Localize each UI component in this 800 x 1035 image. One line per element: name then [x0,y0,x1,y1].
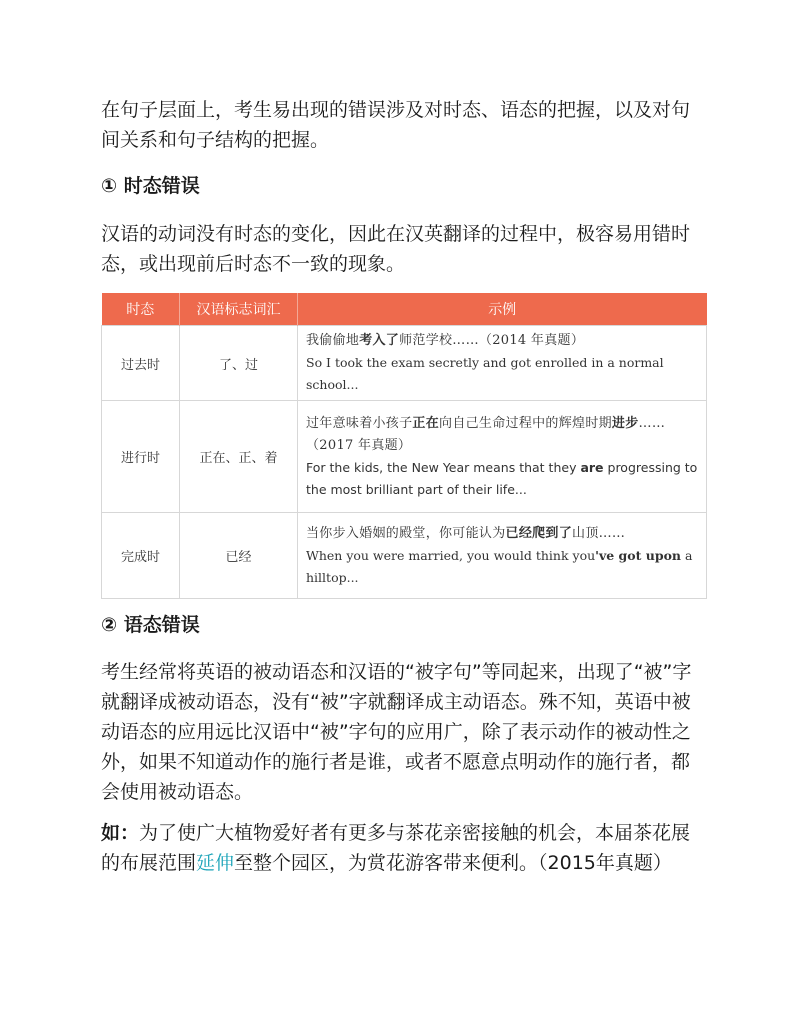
tense-paragraph: 汉语的动词没有时态的变化，因此在汉英翻译的过程中，极容易用错时态，或出现前后时态不一致的现象。 [101,223,691,275]
example-cell [298,326,707,401]
example-cell [298,513,707,599]
tense-cell: 进行时 [102,401,180,513]
example-english: So I took the exam secretly and got enrolled in a normal school... [306,355,664,392]
table-row [102,326,707,401]
example-paragraph: 如：为了使广大植物爱好者有更多与茶花亲密接触的机会，本届茶花展的布展范围延伸至整个园区，为赏花游客带来便利。（2015年真题） [101,822,691,874]
example-english: For the kids, the New Year means that they are progressing to the most brilliant part of their life... [306,459,698,497]
tense-cell: 完成时 [102,513,180,599]
tense-cell: 过去时 [102,326,180,401]
markers-cell: 正在、正、着 [180,401,298,513]
table-row [102,401,707,513]
table-row [102,513,707,599]
section-heading-voice: ② 语态错误 [101,614,200,636]
example-english: When you were married, you would think you've got upon a hilltop... [306,547,693,585]
example-chinese: 当你步入婚姻的殿堂，你可能认为已经爬到了山顶…… [306,525,626,541]
highlighted-term: 延伸 [196,852,235,874]
header-example: 示例 [298,293,707,326]
intro-paragraph: 在句子层面上，考生易出现的错误涉及对时态、语态的把握，以及对句间关系和句子结构的把握。 [101,99,691,151]
example-chinese: 我偷偷地考入了师范学校……（2014 年真题） [306,333,585,348]
section-heading-tense: ① 时态错误 [101,175,200,197]
example-cell [298,401,707,513]
header-markers: 汉语标志词汇 [180,293,298,326]
header-tense: 时态 [102,293,180,326]
tense-table [101,293,707,599]
markers-cell: 已经 [180,513,298,599]
voice-paragraph: 考生经常将英语的被动语态和汉语的“被字句”等同起来，出现了“被”字就翻译成被动语态，没有“被”字就翻译成主动语态。殊不知，英语中被动语态的应用远比汉语中“被”字句的应用广，除了表示动作的被动性之外，如果不知道动作的施行者是谁，或者不愿意点明动作的施行者，都会使用被动语态。 [101,661,692,803]
example-chinese: 过年意味着小孩子正在向自己生命过程中的辉煌时期进步……（2017 年真题） [306,415,666,453]
table-header-row [102,293,707,326]
markers-cell: 了、过 [180,326,298,401]
example-label: 如： [101,822,140,844]
